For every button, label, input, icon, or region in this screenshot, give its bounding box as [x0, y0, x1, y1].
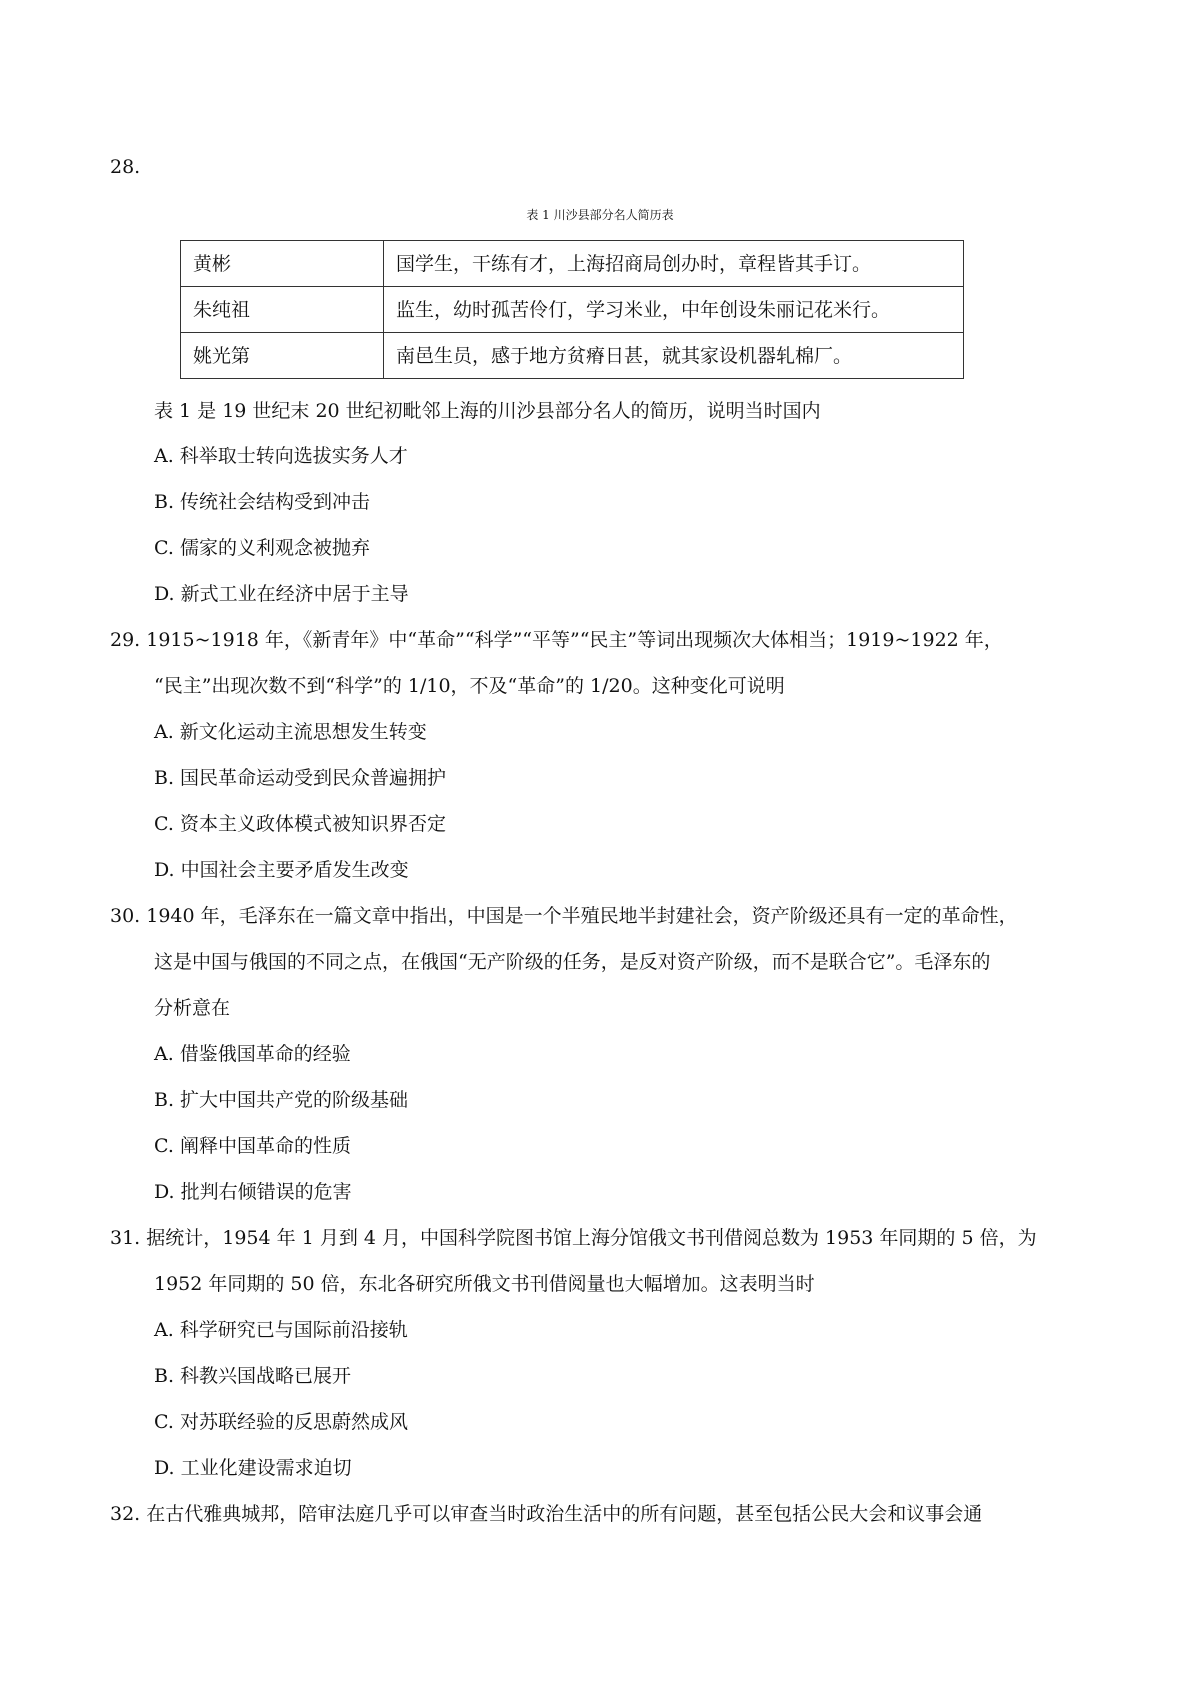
- question-28-stem: 表 1 是 19 世纪末 20 世纪初毗邻上海的川沙县部分名人的简历，说明当时国内: [154, 400, 821, 422]
- question-31-option-b: B. 科教兴国战略已展开: [154, 1365, 352, 1387]
- question-31-stem-line-1: 31. 据统计，1954 年 1 月到 4 月，中国科学院图书馆上海分馆俄文书刊借阅总数为 1953 年同期的 5 倍，为: [110, 1227, 1037, 1249]
- table-cell-name: 黄彬: [181, 241, 384, 287]
- table-caption: 表 1 川沙县部分名人简历表: [526, 208, 674, 222]
- question-30-option-c: C. 阐释中国革命的性质: [154, 1135, 351, 1157]
- question-30-stem-line-3: 分析意在: [154, 997, 231, 1019]
- question-30-option-a: A. 借鉴俄国革命的经验: [154, 1043, 351, 1065]
- question-32-stem-line-1: 32. 在古代雅典城邦，陪审法庭几乎可以审查当时政治生活中的所有问题，甚至包括公民大会和议事会通: [110, 1503, 983, 1525]
- table-cell-name: 姚光第: [181, 333, 384, 379]
- table-row: [181, 241, 964, 287]
- question-31-option-a: A. 科学研究已与国际前沿接轨: [154, 1319, 408, 1341]
- question-28-option-c: C. 儒家的义利观念被抛弃: [154, 537, 370, 559]
- biography-table: [180, 240, 964, 379]
- question-29-option-b: B. 国民革命运动受到民众普遍拥护: [154, 767, 447, 789]
- question-29-option-c: C. 资本主义政体模式被知识界否定: [154, 813, 446, 835]
- question-29-stem-line-2: “民主”出现次数不到“科学”的 1/10，不及“革命”的 1/20。这种变化可说明: [154, 675, 785, 697]
- question-29-option-d: D. 中国社会主要矛盾发生改变: [154, 859, 409, 881]
- question-31-option-c: C. 对苏联经验的反思蔚然成风: [154, 1411, 408, 1433]
- table-cell-bio: 监生，幼时孤苦伶仃，学习米业，中年创设朱丽记花米行。: [384, 287, 964, 333]
- question-30-stem-line-1: 30. 1940 年，毛泽东在一篇文章中指出，中国是一个半殖民地半封建社会，资产阶级还具有一定的革命性，: [110, 905, 1018, 927]
- table-cell-name: 朱纯祖: [181, 287, 384, 333]
- question-31-stem-line-2: 1952 年同期的 50 倍，东北各研究所俄文书刊借阅量也大幅增加。这表明当时: [154, 1273, 815, 1295]
- question-29-option-a: A. 新文化运动主流思想发生转变: [154, 721, 427, 743]
- table-cell-bio: 南邑生员，感于地方贫瘠日甚，就其家设机器轧棉厂。: [384, 333, 964, 379]
- table-row: [181, 287, 964, 333]
- question-28-number: 28.: [110, 156, 141, 178]
- table-row: [181, 333, 964, 379]
- question-28-option-d: D. 新式工业在经济中居于主导: [154, 583, 409, 605]
- question-30-option-b: B. 扩大中国共产党的阶级基础: [154, 1089, 409, 1111]
- table-cell-bio: 国学生，干练有才，上海招商局创办时，章程皆其手订。: [384, 241, 964, 287]
- question-28-option-b: B. 传统社会结构受到冲击: [154, 491, 371, 513]
- question-30-option-d: D. 批判右倾错误的危害: [154, 1181, 352, 1203]
- question-28-option-a: A. 科举取士转向选拔实务人才: [154, 445, 408, 467]
- question-30-stem-line-2: 这是中国与俄国的不同之点，在俄国“无产阶级的任务，是反对资产阶级，而不是联合它”。毛泽东的: [154, 951, 991, 973]
- question-29-stem-line-1: 29. 1915~1918 年，《新青年》中“革命”“科学”“平等”“民主”等词出现频次大体相当；1919~1922 年，: [110, 629, 1003, 651]
- question-31-option-d: D. 工业化建设需求迫切: [154, 1457, 352, 1479]
